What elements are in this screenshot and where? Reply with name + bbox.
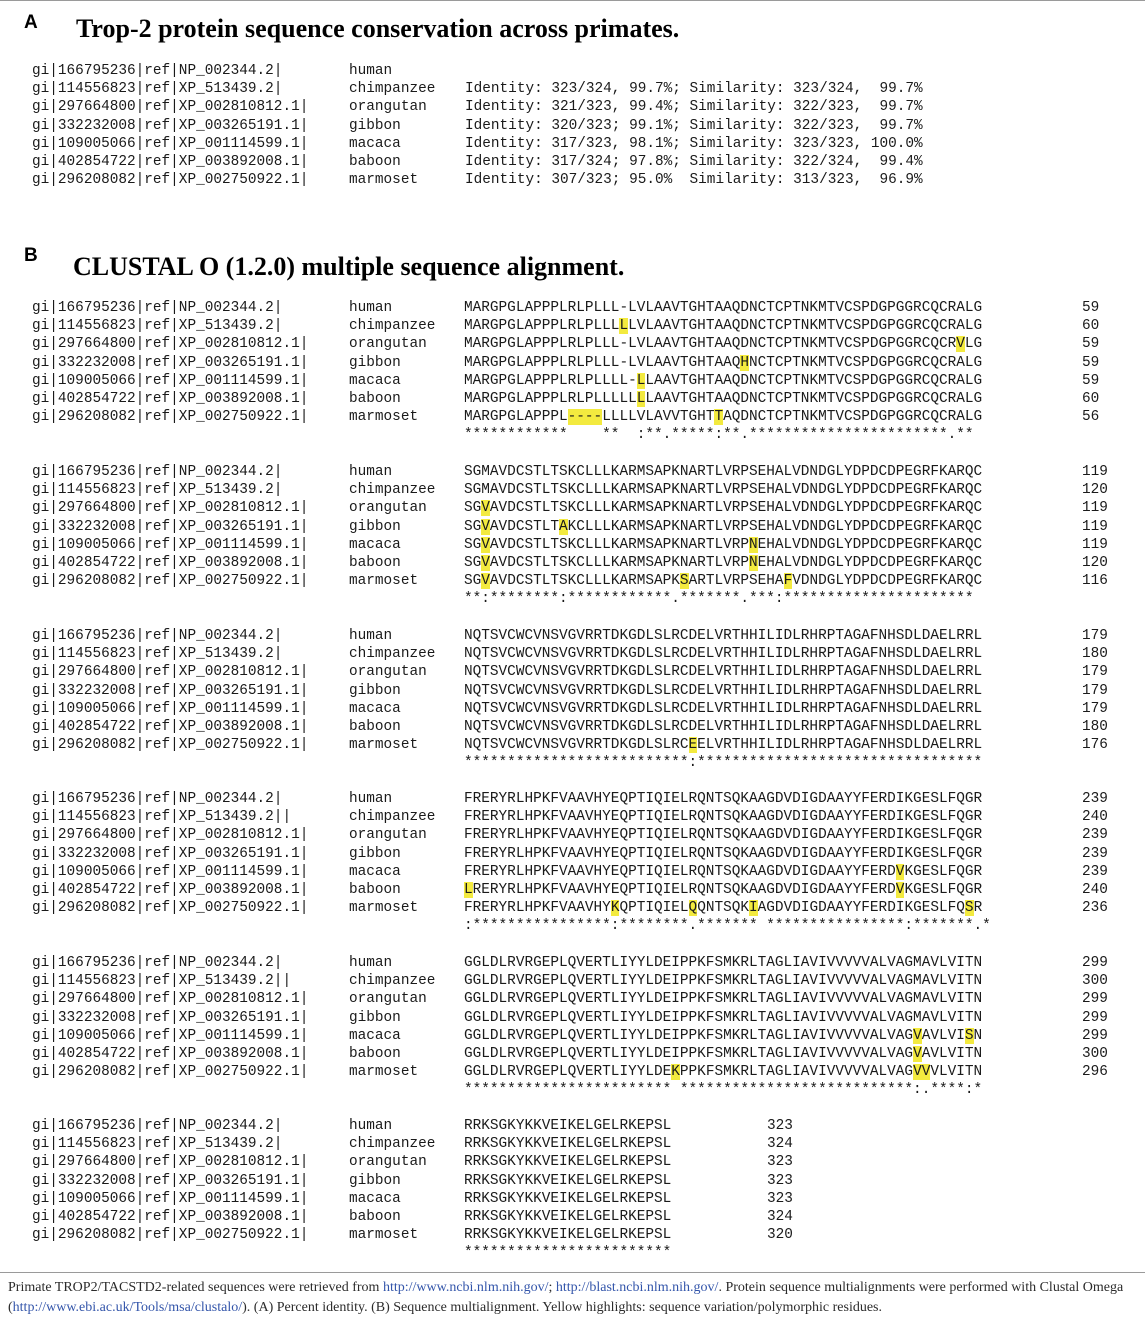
sequence-id: gi|109005066|ref|XP_001114599.1| (32, 700, 309, 717)
species-name: macaca (349, 536, 401, 553)
figure-caption (8, 1278, 1138, 1318)
sequence-residues: GGLDLRVRGEPLQVERTLIYYLDEIPPKFSMKRLTAGLIAVIVVVVVALVAGMAVLVITN (464, 973, 983, 990)
sequence-residues: FRERYRLHPKFVAAVHYEQPTIQIELRQNTSQKAAGDVDIGDAAYYFERDIKGESLFQGR (464, 827, 983, 844)
identity-stats: Identity: 323/324, 99.7%; Similarity: 323/324, 99.7% (465, 81, 923, 98)
residue-count: 116 (1082, 573, 1108, 590)
sequence-residues: FRERYRLHPKFVAAVHYEQPTIQIELRQNTSQKAAGDVDIGDAAYYFERDIKGESLFQGR (464, 845, 983, 862)
variant-residue: N (749, 536, 758, 553)
sequence-id: gi|296208082|ref|XP_002750922.1| (32, 1064, 309, 1081)
sequence-residues: SGMAVDCSTLTSKCLLLKARMSAPKNARTLVRPSEHALVDNDGLYDPDCDPEGRFKARQC (464, 482, 983, 499)
sequence-id: gi|114556823|ref|XP_513439.2| (32, 482, 283, 499)
sequence-id: gi|114556823|ref|XP_513439.2|| (32, 973, 292, 990)
species-name: marmoset (349, 900, 419, 917)
variant-residue: N (749, 555, 758, 571)
residue-count: 180 (1082, 646, 1108, 663)
sequence-id: gi|332232008|ref|XP_003265191.1| (32, 845, 309, 862)
residue-count: 179 (1082, 664, 1108, 681)
variant-residue: ---- (567, 409, 603, 426)
sequence-id: gi|114556823|ref|XP_513439.2| (32, 318, 283, 335)
consensus-symbols: ************ ** :**.*****:**.***********************.** (464, 427, 974, 444)
top-rule (0, 0, 1145, 1)
species-name: chimpanzee (349, 1136, 436, 1153)
residue-count: 324 (767, 1136, 793, 1153)
sequence-residues: SGVAVDCSTLTSKCLLLKARMSAPKNARTLVRPNEHALVDNDGLYDPDCDPEGRFKARQC (464, 555, 983, 571)
sequence-residues: MARGPGLAPPPLRLPLLLLLVLAAVTGHTAAQDNCTCPTNKMTVCSPDGPGGRCQCRALG (464, 318, 983, 335)
sequence-id: gi|296208082|ref|XP_002750922.1| (32, 1227, 309, 1244)
sequence-id: gi|297664800|ref|XP_002810812.1| (32, 827, 309, 844)
sequence-residues: SGVAVDCSTLTSKCLLLKARMSAPKNARTLVRPNEHALVDNDGLYDPDCDPEGRFKARQC (464, 536, 983, 553)
variant-residue: L (636, 391, 646, 407)
sequence-residues: NQTSVCWCVNSVGVRRTDKGDLSLRCDELVRTHHILIDLRHRPTAGAFNHSDLDAELRRL (464, 646, 983, 663)
residue-count: 120 (1082, 555, 1108, 571)
species-name: marmoset (349, 1064, 419, 1081)
caption-text-4: ). (A) Percent identity. (B) Sequence multialignment. Yellow highlights: sequence variation/polymorphic residues. (242, 1300, 882, 1315)
species-name: orangutan (349, 991, 427, 1008)
sequence-residues: NQTSVCWCVNSVGVRRTDKGDLSLRCDELVRTHHILIDLRHRPTAGAFNHSDLDAELRRL (464, 628, 983, 644)
sequence-residues: GGLDLRVRGEPLQVERTLIYYLDEKPPKFSMKRLTAGLIAVIVVVVVALVAGVVVLVITN (464, 1064, 983, 1081)
variant-residue: S (964, 1027, 974, 1044)
species-name: human (349, 791, 393, 807)
sequence-residues: FRERYRLHPKFVAAVHYEQPTIQIELRQNTSQKAAGDVDIGDAAYYFERDVKGESLFQGR (464, 863, 983, 880)
species-name: gibbon (349, 117, 401, 134)
sequence-residues: MARGPGLAPPPLRLPLLL-LVLAAVTGHTAAQDNCTCPTNKMTVCSPDGPGGRCQCRALG (464, 300, 983, 316)
sequence-id: gi|296208082|ref|XP_002750922.1| (32, 900, 309, 917)
species-name: macaca (349, 700, 401, 717)
residue-count: 119 (1082, 464, 1108, 480)
sequence-id: gi|109005066|ref|XP_001114599.1| (32, 1027, 309, 1044)
variant-residue: V (481, 573, 490, 590)
sequence-id: gi|297664800|ref|XP_002810812.1| (32, 336, 309, 353)
sequence-residues: NQTSVCWCVNSVGVRRTDKGDLSLRCDELVRTHHILIDLRHRPTAGAFNHSDLDAELRRL (464, 664, 983, 681)
species-name: human (349, 628, 393, 644)
sequence-residues: RRKSGKYKKVEIKELGELRKEPSL (464, 1190, 672, 1207)
sequence-id: gi|297664800|ref|XP_002810812.1| (32, 991, 309, 1008)
identity-stats: Identity: 317/324; 97.8%; Similarity: 322/324, 99.4% (465, 154, 923, 170)
species-name: baboon (349, 1209, 401, 1225)
residue-count: 56 (1082, 409, 1100, 426)
species-name: macaca (349, 1027, 401, 1044)
sequence-id: gi|166795236|ref|NP_002344.2| (32, 63, 283, 79)
sequence-id: gi|332232008|ref|XP_003265191.1| (32, 117, 309, 134)
identity-stats: Identity: 307/323; 95.0% Similarity: 313/323, 96.9% (465, 172, 923, 189)
species-name: gibbon (349, 518, 401, 535)
species-name: macaca (349, 1190, 401, 1207)
sequence-id: gi|166795236|ref|NP_002344.2| (32, 955, 283, 971)
species-name: human (349, 1118, 393, 1134)
sequence-id: gi|114556823|ref|XP_513439.2|| (32, 809, 292, 826)
panel-b-title: CLUSTAL O (1.2.0) multiple sequence alignment. (73, 252, 625, 281)
blast-link[interactable]: http://blast.ncbi.nlm.nih.gov/ (555, 1280, 719, 1295)
residue-count: 299 (1082, 991, 1108, 1008)
variant-residue: K (671, 1064, 680, 1081)
caption-text-2: ; (548, 1280, 556, 1295)
variant-residue: VV (913, 1064, 931, 1081)
sequence-id: gi|402854722|ref|XP_003892008.1| (32, 1209, 309, 1225)
species-name: orangutan (349, 99, 427, 116)
sequence-id: gi|296208082|ref|XP_002750922.1| (32, 172, 309, 189)
species-name: chimpanzee (349, 81, 436, 98)
species-name: orangutan (349, 1154, 427, 1171)
species-name: baboon (349, 555, 401, 571)
variant-residue: I (749, 900, 758, 917)
sequence-id: gi|402854722|ref|XP_003892008.1| (32, 1046, 309, 1062)
sequence-id: gi|296208082|ref|XP_002750922.1| (32, 409, 309, 426)
sequence-id: gi|114556823|ref|XP_513439.2| (32, 646, 283, 663)
species-name: baboon (349, 1046, 401, 1062)
variant-residue: A (559, 518, 568, 535)
residue-count: 59 (1082, 372, 1100, 389)
sequence-id: gi|297664800|ref|XP_002810812.1| (32, 664, 309, 681)
sequence-residues: MARGPGLAPPPLRLPLLLLLLLAAVTGHTAAQDNCTCPTNKMTVCSPDGPGGRCQCRALG (464, 391, 983, 407)
residue-count: 240 (1082, 882, 1108, 898)
panel-a-title: Trop-2 protein sequence conservation across primates. (76, 14, 680, 43)
residue-count: 320 (767, 1227, 793, 1244)
sequence-residues: RRKSGKYKKVEIKELGELRKEPSL (464, 1154, 672, 1171)
variant-residue: L (619, 318, 629, 335)
sequence-residues: NQTSVCWCVNSVGVRRTDKGDLSLRCDELVRTHHILIDLRHRPTAGAFNHSDLDAELRRL (464, 700, 983, 717)
identity-stats: Identity: 320/323; 99.1%; Similarity: 322/323, 99.7% (465, 117, 923, 134)
species-name: human (349, 63, 393, 79)
residue-count: 323 (767, 1190, 793, 1207)
species-name: baboon (349, 154, 401, 170)
sequence-residues: FRERYRLHPKFVAAVHYEQPTIQIELRQNTSQKAAGDVDIGDAAYYFERDIKGESLFQGR (464, 791, 983, 807)
sequence-id: gi|332232008|ref|XP_003265191.1| (32, 354, 309, 371)
sequence-id: gi|114556823|ref|XP_513439.2| (32, 1136, 283, 1153)
sequence-id: gi|402854722|ref|XP_003892008.1| (32, 391, 309, 407)
species-name: chimpanzee (349, 318, 436, 335)
species-name: baboon (349, 882, 401, 898)
sequence-id: gi|109005066|ref|XP_001114599.1| (32, 1190, 309, 1207)
residue-count: 240 (1082, 809, 1108, 826)
residue-count: 323 (767, 1172, 793, 1189)
consensus-symbols: **************************:********************************* (464, 755, 983, 772)
residue-count: 296 (1082, 1064, 1108, 1081)
sequence-residues: NQTSVCWCVNSVGVRRTDKGDLSLRCDELVRTHHILIDLRHRPTAGAFNHSDLDAELRRL (464, 719, 983, 735)
species-name: chimpanzee (349, 482, 436, 499)
sequence-residues: MARGPGLAPPPLRLPLLLL-LLAAVTGHTAAQDNCTCPTNKMTVCSPDGPGGRCQCRALG (464, 372, 983, 389)
residue-count: 239 (1082, 845, 1108, 862)
variant-residue: Q (688, 900, 698, 917)
variant-residue: E (688, 737, 698, 754)
sequence-id: gi|332232008|ref|XP_003265191.1| (32, 682, 309, 699)
sequence-residues: SGVAVDCSTLTSKCLLLKARMSAPKNARTLVRPSEHALVDNDGLYDPDCDPEGRFKARQC (464, 500, 983, 517)
variant-residue: V (481, 500, 490, 517)
sequence-id: gi|109005066|ref|XP_001114599.1| (32, 135, 309, 152)
species-name: marmoset (349, 737, 419, 754)
caption-text-3: . Protein sequence multialignments were performed with Clustal Omega ( (8, 1280, 1124, 1315)
species-name: orangutan (349, 827, 427, 844)
sequence-id: gi|166795236|ref|NP_002344.2| (32, 464, 283, 480)
variant-residue: V (895, 882, 905, 898)
sequence-id: gi|166795236|ref|NP_002344.2| (32, 628, 283, 644)
consensus-symbols: :****************:********.******* ****************:*******.* (464, 918, 991, 935)
sequence-residues: GGLDLRVRGEPLQVERTLIYYLDEIPPKFSMKRLTAGLIAVIVVVVVALVAGMAVLVITN (464, 955, 983, 971)
variant-residue: S (679, 573, 689, 590)
sequence-residues: GGLDLRVRGEPLQVERTLIYYLDEIPPKFSMKRLTAGLIAVIVVVVVALVAGVAVLVISN (464, 1027, 983, 1044)
species-name: gibbon (349, 354, 401, 371)
residue-count: 239 (1082, 827, 1108, 844)
consensus-symbols: **:********:************.*******.***:********************** (464, 591, 974, 608)
species-name: gibbon (349, 1172, 401, 1189)
residue-count: 239 (1082, 863, 1108, 880)
species-name: macaca (349, 135, 401, 152)
variant-residue: L (464, 882, 473, 898)
species-name: gibbon (349, 682, 401, 699)
residue-count: 300 (1082, 973, 1108, 990)
residue-count: 120 (1082, 482, 1108, 499)
identity-stats: Identity: 317/323, 98.1%; Similarity: 323/323, 100.0% (465, 135, 923, 152)
species-name: chimpanzee (349, 809, 436, 826)
sequence-residues: GGLDLRVRGEPLQVERTLIYYLDEIPPKFSMKRLTAGLIAVIVVVVVALVAGVAVLVITN (464, 1046, 983, 1062)
sequence-id: gi|109005066|ref|XP_001114599.1| (32, 863, 309, 880)
species-name: human (349, 300, 393, 316)
residue-count: 179 (1082, 682, 1108, 699)
variant-residue: V (481, 518, 490, 535)
sequence-residues: MARGPGLAPPPL----LLLLVLAVVTGHTTAQDNCTCPTNKMTVCSPDGPGGRCQCRALG (464, 409, 983, 426)
sequence-id: gi|332232008|ref|XP_003265191.1| (32, 518, 309, 535)
variant-residue: V (913, 1046, 922, 1062)
sequence-id: gi|332232008|ref|XP_003265191.1| (32, 1009, 309, 1026)
sequence-id: gi|297664800|ref|XP_002810812.1| (32, 500, 309, 517)
identity-stats: Identity: 321/323, 99.4%; Similarity: 322/323, 99.7% (465, 99, 923, 116)
sequence-residues: RRKSGKYKKVEIKELGELRKEPSL (464, 1209, 672, 1225)
panel-a-letter: A (24, 12, 38, 33)
species-name: marmoset (349, 1227, 419, 1244)
sequence-residues: RRKSGKYKKVEIKELGELRKEPSL (464, 1227, 672, 1244)
sequence-residues: NQTSVCWCVNSVGVRRTDKGDLSLRCDELVRTHHILIDLRHRPTAGAFNHSDLDAELRRL (464, 682, 983, 699)
sequence-residues: LRERYRLHPKFVAAVHYEQPTIQIELRQNTSQKAAGDVDIGDAAYYFERDVKGESLFQGR (464, 882, 983, 898)
sequence-id: gi|296208082|ref|XP_002750922.1| (32, 573, 309, 590)
sequence-residues: SGMAVDCSTLTSKCLLLKARMSAPKNARTLVRPSEHALVDNDGLYDPDCDPEGRFKARQC (464, 464, 983, 480)
variant-residue: L (636, 372, 646, 389)
residue-count: 179 (1082, 628, 1108, 644)
residue-count: 119 (1082, 536, 1108, 553)
sequence-id: gi|109005066|ref|XP_001114599.1| (32, 536, 309, 553)
residue-count: 299 (1082, 1009, 1108, 1026)
residue-count: 299 (1082, 1027, 1108, 1044)
species-name: human (349, 464, 393, 480)
sequence-id: gi|166795236|ref|NP_002344.2| (32, 1118, 283, 1134)
species-name: orangutan (349, 500, 427, 517)
sequence-residues: SGVAVDCSTLTAKCLLLKARMSAPKNARTLVRPSEHALVDNDGLYDPDCDPEGRFKARQC (464, 518, 983, 535)
species-name: gibbon (349, 845, 401, 862)
sequence-residues: MARGPGLAPPPLRLPLLL-LVLAAVTGHTAAQDNCTCPTNKMTVCSPDGPGGRCQCRVLG (464, 336, 983, 353)
variant-residue: H (740, 354, 749, 371)
residue-count: 59 (1082, 354, 1100, 371)
species-name: baboon (349, 391, 401, 407)
variant-residue: V (481, 555, 490, 571)
residue-count: 324 (767, 1209, 793, 1225)
species-name: macaca (349, 863, 401, 880)
consensus-symbols: ************************ ***************************:.****:* (464, 1082, 983, 1099)
residue-count: 176 (1082, 737, 1108, 754)
sequence-residues: RRKSGKYKKVEIKELGELRKEPSL (464, 1172, 672, 1189)
sequence-id: gi|297664800|ref|XP_002810812.1| (32, 1154, 309, 1171)
residue-count: 323 (767, 1154, 793, 1171)
residue-count: 59 (1082, 300, 1100, 316)
variant-residue: F (783, 573, 793, 590)
species-name: orangutan (349, 336, 427, 353)
variant-residue: T (714, 409, 724, 426)
sequence-residues: RRKSGKYKKVEIKELGELRKEPSL (464, 1118, 672, 1134)
clustalo-link[interactable]: http://www.ebi.ac.uk/Tools/msa/clustalo/ (12, 1300, 243, 1315)
residue-count: 180 (1082, 719, 1108, 735)
variant-residue: V (913, 1027, 922, 1044)
caption-rule (0, 1272, 1145, 1273)
sequence-id: gi|296208082|ref|XP_002750922.1| (32, 737, 309, 754)
residue-count: 60 (1082, 391, 1100, 407)
sequence-id: gi|297664800|ref|XP_002810812.1| (32, 99, 309, 116)
species-name: marmoset (349, 172, 419, 189)
residue-count: 119 (1082, 500, 1108, 517)
sequence-residues: FRERYRLHPKFVAAVHYKQPTIQIELQQNTSQKIAGDVDIGDAAYYFERDIKGESLFQSR (464, 900, 983, 917)
ncbi-link[interactable]: http://www.ncbi.nlm.nih.gov/ (382, 1280, 549, 1295)
species-name: baboon (349, 719, 401, 735)
residue-count: 299 (1082, 955, 1108, 971)
sequence-id: gi|402854722|ref|XP_003892008.1| (32, 882, 309, 898)
species-name: human (349, 955, 393, 971)
sequence-residues: RRKSGKYKKVEIKELGELRKEPSL (464, 1136, 672, 1153)
residue-count: 239 (1082, 791, 1108, 807)
sequence-id: gi|402854722|ref|XP_003892008.1| (32, 719, 309, 735)
residue-count: 179 (1082, 700, 1108, 717)
species-name: macaca (349, 372, 401, 389)
sequence-id: gi|402854722|ref|XP_003892008.1| (32, 154, 309, 170)
species-name: gibbon (349, 1009, 401, 1026)
sequence-residues: SGVAVDCSTLTSKCLLLKARMSAPKSARTLVRPSEHAFVDNDGLYDPDCDPEGRFKARQC (464, 573, 983, 590)
variant-residue: V (481, 536, 490, 553)
sequence-id: gi|166795236|ref|NP_002344.2| (32, 300, 283, 316)
species-name: chimpanzee (349, 973, 436, 990)
species-name: marmoset (349, 573, 419, 590)
sequence-id: gi|402854722|ref|XP_003892008.1| (32, 555, 309, 571)
sequence-id: gi|332232008|ref|XP_003265191.1| (32, 1172, 309, 1189)
species-name: marmoset (349, 409, 419, 426)
variant-residue: V (956, 336, 965, 353)
residue-count: 323 (767, 1118, 793, 1134)
variant-residue: K (610, 900, 620, 917)
species-name: orangutan (349, 664, 427, 681)
sequence-residues: GGLDLRVRGEPLQVERTLIYYLDEIPPKFSMKRLTAGLIAVIVVVVVALVAGMAVLVITN (464, 1009, 983, 1026)
sequence-residues: FRERYRLHPKFVAAVHYEQPTIQIELRQNTSQKAAGDVDIGDAAYYFERDIKGESLFQGR (464, 809, 983, 826)
consensus-symbols: ************************ (464, 1245, 672, 1262)
residue-count: 59 (1082, 336, 1100, 353)
sequence-id: gi|166795236|ref|NP_002344.2| (32, 791, 283, 807)
panel-b-letter: B (24, 245, 38, 266)
residue-count: 236 (1082, 900, 1108, 917)
variant-residue: S (964, 900, 974, 917)
variant-residue: V (895, 863, 905, 880)
residue-count: 300 (1082, 1046, 1108, 1062)
species-name: chimpanzee (349, 646, 436, 663)
sequence-residues: NQTSVCWCVNSVGVRRTDKGDLSLRCEELVRTHHILIDLRHRPTAGAFNHSDLDAELRRL (464, 737, 983, 754)
sequence-id: gi|109005066|ref|XP_001114599.1| (32, 372, 309, 389)
sequence-id: gi|114556823|ref|XP_513439.2| (32, 81, 283, 98)
sequence-residues: GGLDLRVRGEPLQVERTLIYYLDEIPPKFSMKRLTAGLIAVIVVVVVALVAGMAVLVITN (464, 991, 983, 1008)
sequence-residues: MARGPGLAPPPLRLPLLL-LVLAAVTGHTAAQHNCTCPTNKMTVCSPDGPGGRCQCRALG (464, 354, 983, 371)
residue-count: 119 (1082, 518, 1108, 535)
residue-count: 60 (1082, 318, 1100, 335)
caption-text-1: Primate TROP2/TACSTD2-related sequences were retrieved from (8, 1280, 383, 1295)
